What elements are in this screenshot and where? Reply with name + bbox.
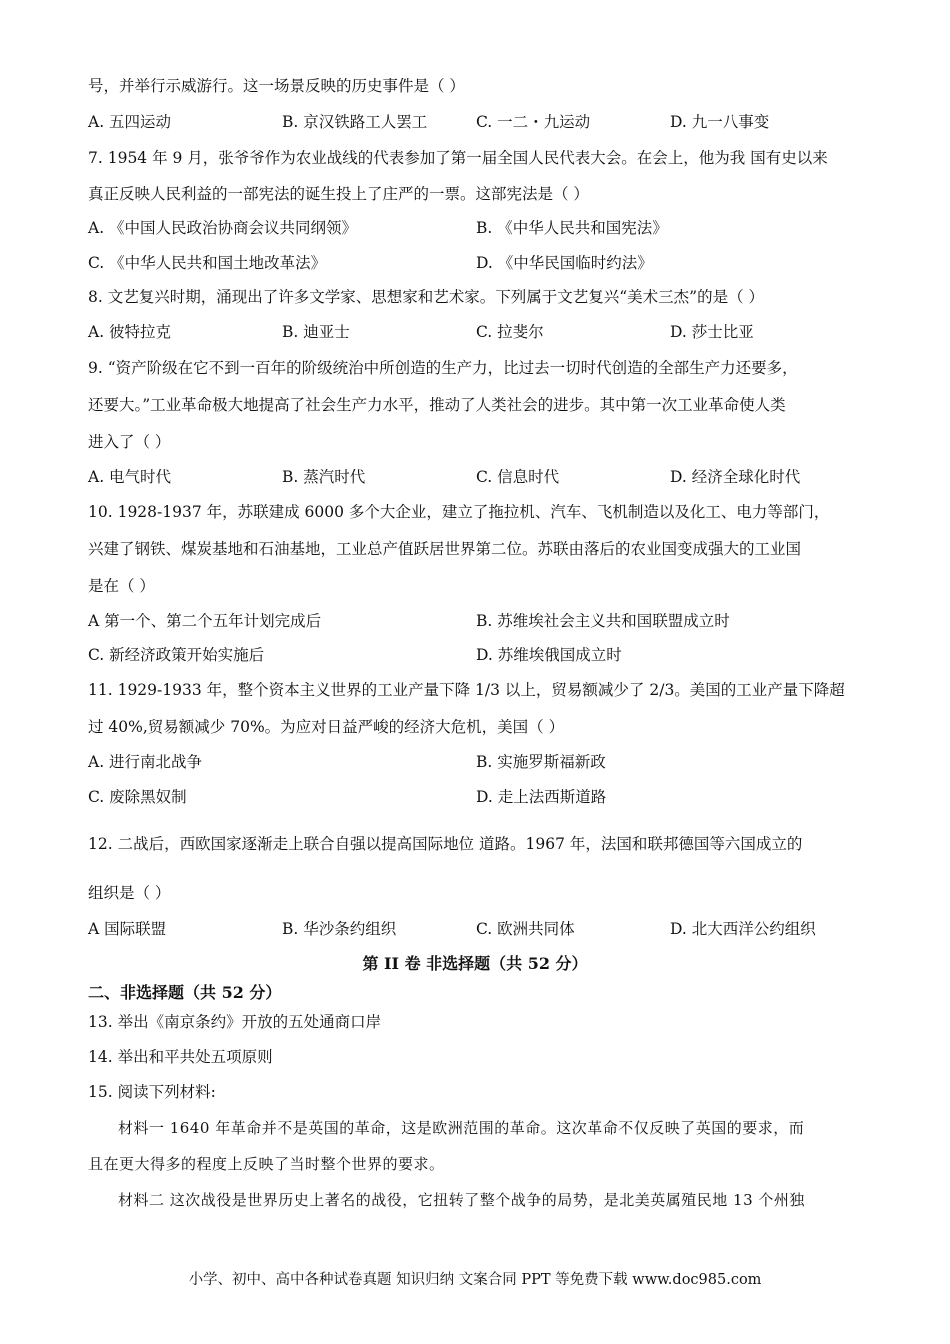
part-2-heading: 二、非选择题（共 52 分）	[88, 983, 282, 1002]
q7-stem-line-2: 真正反映人民利益的一部宪法的诞生投上了庄严的一票。这部宪法是（ ）	[88, 185, 589, 203]
q12-option-d: D. 北大西洋公约组织	[670, 920, 816, 938]
q10-stem-line-3: 是在（ ）	[88, 577, 155, 595]
q8-option-b: B. 迪亚士	[282, 323, 350, 341]
q7-option-a: A. 《中国人民政治协商会议共同纲领》	[88, 219, 358, 237]
q11-stem-line-1: 11. 1929-1933 年，整个资本主义世界的工业产量下降 1/3 以上，贸易额减少了 2/3。美国的工业产量下降超	[88, 681, 845, 699]
q10-stem-line-2: 兴建了钢铁、煤炭基地和石油基地，工业总产值跃居世界第二位。苏联由落后的农业国变成强大的工业国	[88, 540, 802, 558]
q10-option-b: B. 苏维埃社会主义共和国联盟成立时	[476, 612, 730, 630]
q6-option-d: D. 九一八事变	[670, 113, 770, 131]
q6-option-b: B. 京汉铁路工人罢工	[282, 113, 428, 131]
q8-stem: 8. 文艺复兴时期，涌现出了许多文学家、思想家和艺术家。下列属于文艺复兴“美术三杰”的是（ ）	[88, 288, 764, 306]
q7-option-b: B. 《中华人民共和国宪法》	[476, 219, 668, 237]
q9-option-c: C. 信息时代	[476, 468, 560, 486]
q9-stem-line-3: 进入了（ ）	[88, 433, 171, 451]
q9-stem-line-2: 还要大。”工业革命极大地提高了社会生产力水平，推动了人类社会的进步。其中第一次工业革命使人类	[88, 396, 786, 414]
q7-option-d: D. 《中华民国临时约法》	[476, 254, 653, 272]
q9-option-a: A. 电气时代	[88, 468, 172, 486]
q9-option-b: B. 蒸汽时代	[282, 468, 366, 486]
q8-option-a: A. 彼特拉克	[88, 323, 172, 341]
q11-option-c: C. 废除黑奴制	[88, 788, 187, 806]
q8-option-d: D. 莎士比亚	[670, 323, 754, 341]
q12-option-b: B. 华沙条约组织	[282, 920, 397, 938]
q6-stem: 号，并举行示威游行。这一场景反映的历史事件是（ ）	[88, 77, 465, 95]
q7-stem-line-1: 7. 1954 年 9 月，张爷爷作为农业战线的代表参加了第一届全国人民代表大会。在会上，他为我 国有史以来	[88, 149, 828, 167]
q10-stem-line-1: 10. 1928-1937 年，苏联建成 6000 多个大企业，建立了拖拉机、汽车、飞机制造以及化工、电力等部门，	[88, 503, 830, 521]
q6-option-c: C. 一二・九运动	[476, 113, 591, 131]
q13-stem: 13. 举出《南京条约》开放的五处通商口岸	[88, 1013, 382, 1031]
section-2-title: 第 II 卷 非选择题（共 52 分）	[362, 954, 588, 973]
q11-option-b: B. 实施罗斯福新政	[476, 753, 606, 771]
q10-option-a: A 第一个、第二个五年计划完成后	[88, 612, 322, 630]
q11-stem-line-2: 过 40%,贸易额减少 70%。为应对日益严峻的经济大危机，美国（ ）	[88, 718, 565, 736]
q14-stem: 14. 举出和平共处五项原则	[88, 1048, 273, 1066]
q7-option-c: C. 《中华人民共和国土地改革法》	[88, 254, 327, 272]
q11-option-d: D. 走上法西斯道路	[476, 788, 607, 806]
q12-option-c: C. 欧洲共同体	[476, 920, 575, 938]
q6-option-a: A. 五四运动	[88, 113, 172, 131]
page-footer: 小学、初中、高中各种试卷真题 知识归纳 文案合同 PPT 等免费下载 www.doc985.com	[188, 1272, 762, 1288]
q15-material-1-line-1: 材料一 1640 年革命并不是英国的革命，这是欧洲范围的革命。这次革命不仅反映了英国的要求，而	[118, 1119, 805, 1137]
q10-option-d: D. 苏维埃俄国成立时	[476, 646, 622, 664]
q15-material-2-line-1: 材料二 这次战役是世界历史上著名的战役，它扭转了整个战争的局势，是北美英属殖民地 13 个州独	[118, 1191, 805, 1209]
q12-stem-line-2: 组织是（ ）	[88, 884, 171, 902]
q11-option-a: A. 进行南北战争	[88, 753, 203, 771]
q12-option-a: A 国际联盟	[88, 920, 167, 938]
q12-stem-line-1: 12. 二战后，西欧国家逐渐走上联合自强以提高国际地位 道路。1967 年，法国和联邦德国等六国成立的	[88, 835, 803, 853]
q15-material-1-line-2: 且在更大得多的程度上反映了当时整个世界的要求。	[88, 1155, 445, 1173]
q9-stem-line-1: 9. “资产阶级在它不到一百年的阶级统治中所创造的生产力，比过去一切时代创造的全部生产力还要多，	[88, 359, 798, 377]
q9-option-d: D. 经济全球化时代	[670, 468, 801, 486]
q8-option-c: C. 拉斐尔	[476, 323, 544, 341]
q15-stem: 15. 阅读下列材料:	[88, 1083, 216, 1101]
q10-option-c: C. 新经济政策开始实施后	[88, 646, 265, 664]
